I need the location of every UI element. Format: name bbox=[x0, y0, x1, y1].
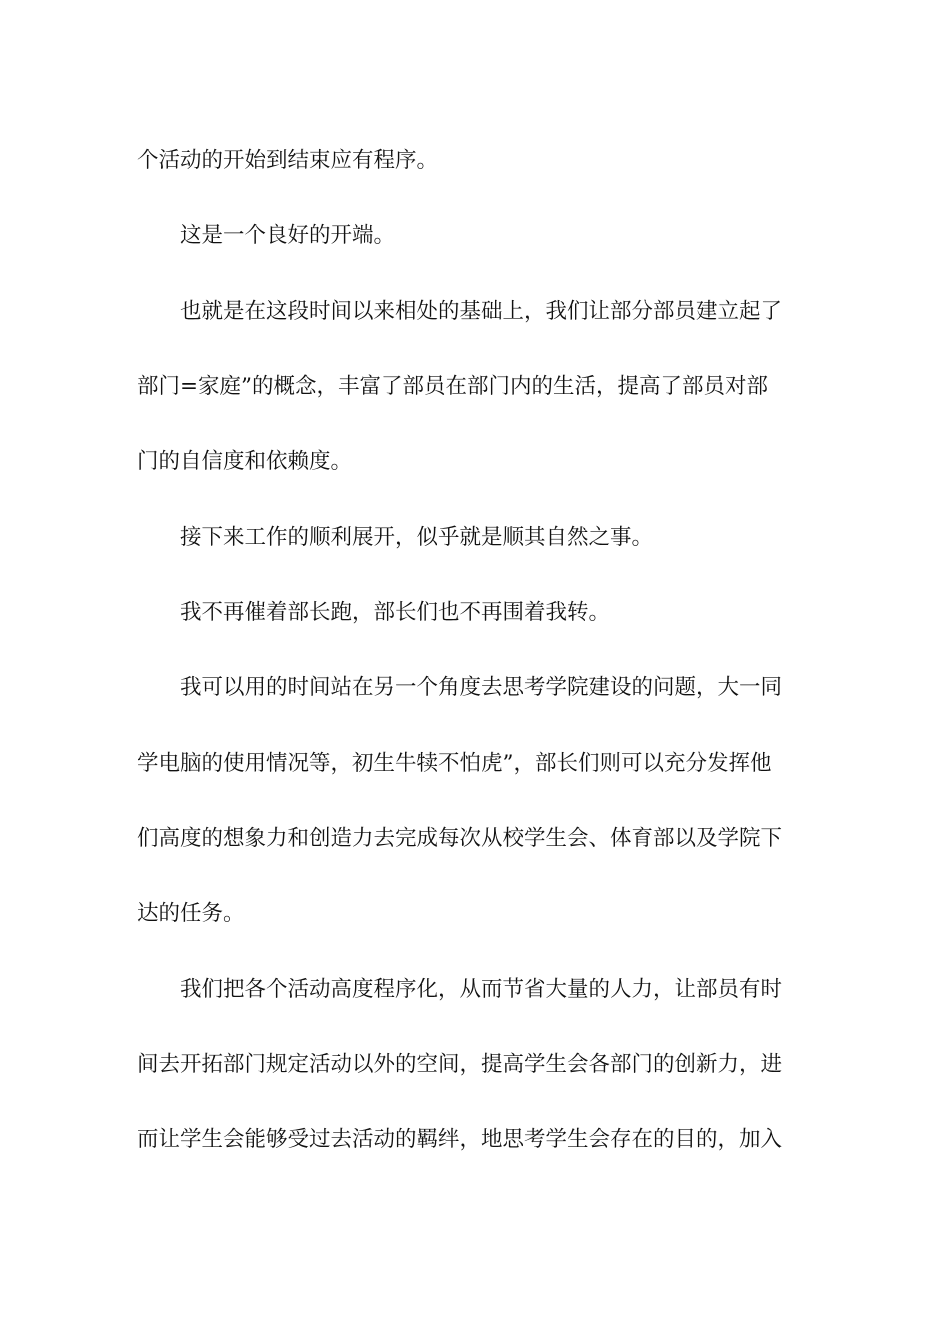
text-line: 而让学生会能够受过去活动的羁绊，地思考学生会存在的目的，加入 bbox=[137, 1127, 783, 1152]
text-line: 这是一个良好的开端。 bbox=[180, 223, 396, 248]
text-line: 学电脑的使用情况等，初生牛犊不怕虎”，部长们则可以充分发挥他 bbox=[137, 751, 772, 776]
text-line: 部门=家庭”的概念，丰富了部员在部门内的生活，提高了部员对部 bbox=[137, 374, 769, 399]
text-line: 们高度的想象力和创造力去完成每次从校学生会、体育部以及学院下 bbox=[137, 826, 783, 851]
text-line: 个活动的开始到结束应有程序。 bbox=[137, 148, 439, 173]
text-line: 达的任务。 bbox=[137, 901, 245, 926]
text-line: 门的自信度和依赖度。 bbox=[137, 449, 353, 474]
text-line: 我不再催着部长跑，部长们也不再围着我转。 bbox=[180, 600, 611, 625]
text-line: 间去开拓部门规定活动以外的空间，提高学生会各部门的创新力，进 bbox=[137, 1052, 783, 1077]
text-line: 我们把各个活动高度程序化，从而节省大量的人力，让部员有时 bbox=[180, 977, 783, 1002]
text-line: 也就是在这段时间以来相处的基础上，我们让部分部员建立起了 bbox=[180, 299, 783, 324]
text-line: 接下来工作的顺利展开，似乎就是顺其自然之事。 bbox=[180, 525, 654, 550]
text-line: 我可以用的时间站在另一个角度去思考学院建设的问题，大一同 bbox=[180, 675, 783, 700]
